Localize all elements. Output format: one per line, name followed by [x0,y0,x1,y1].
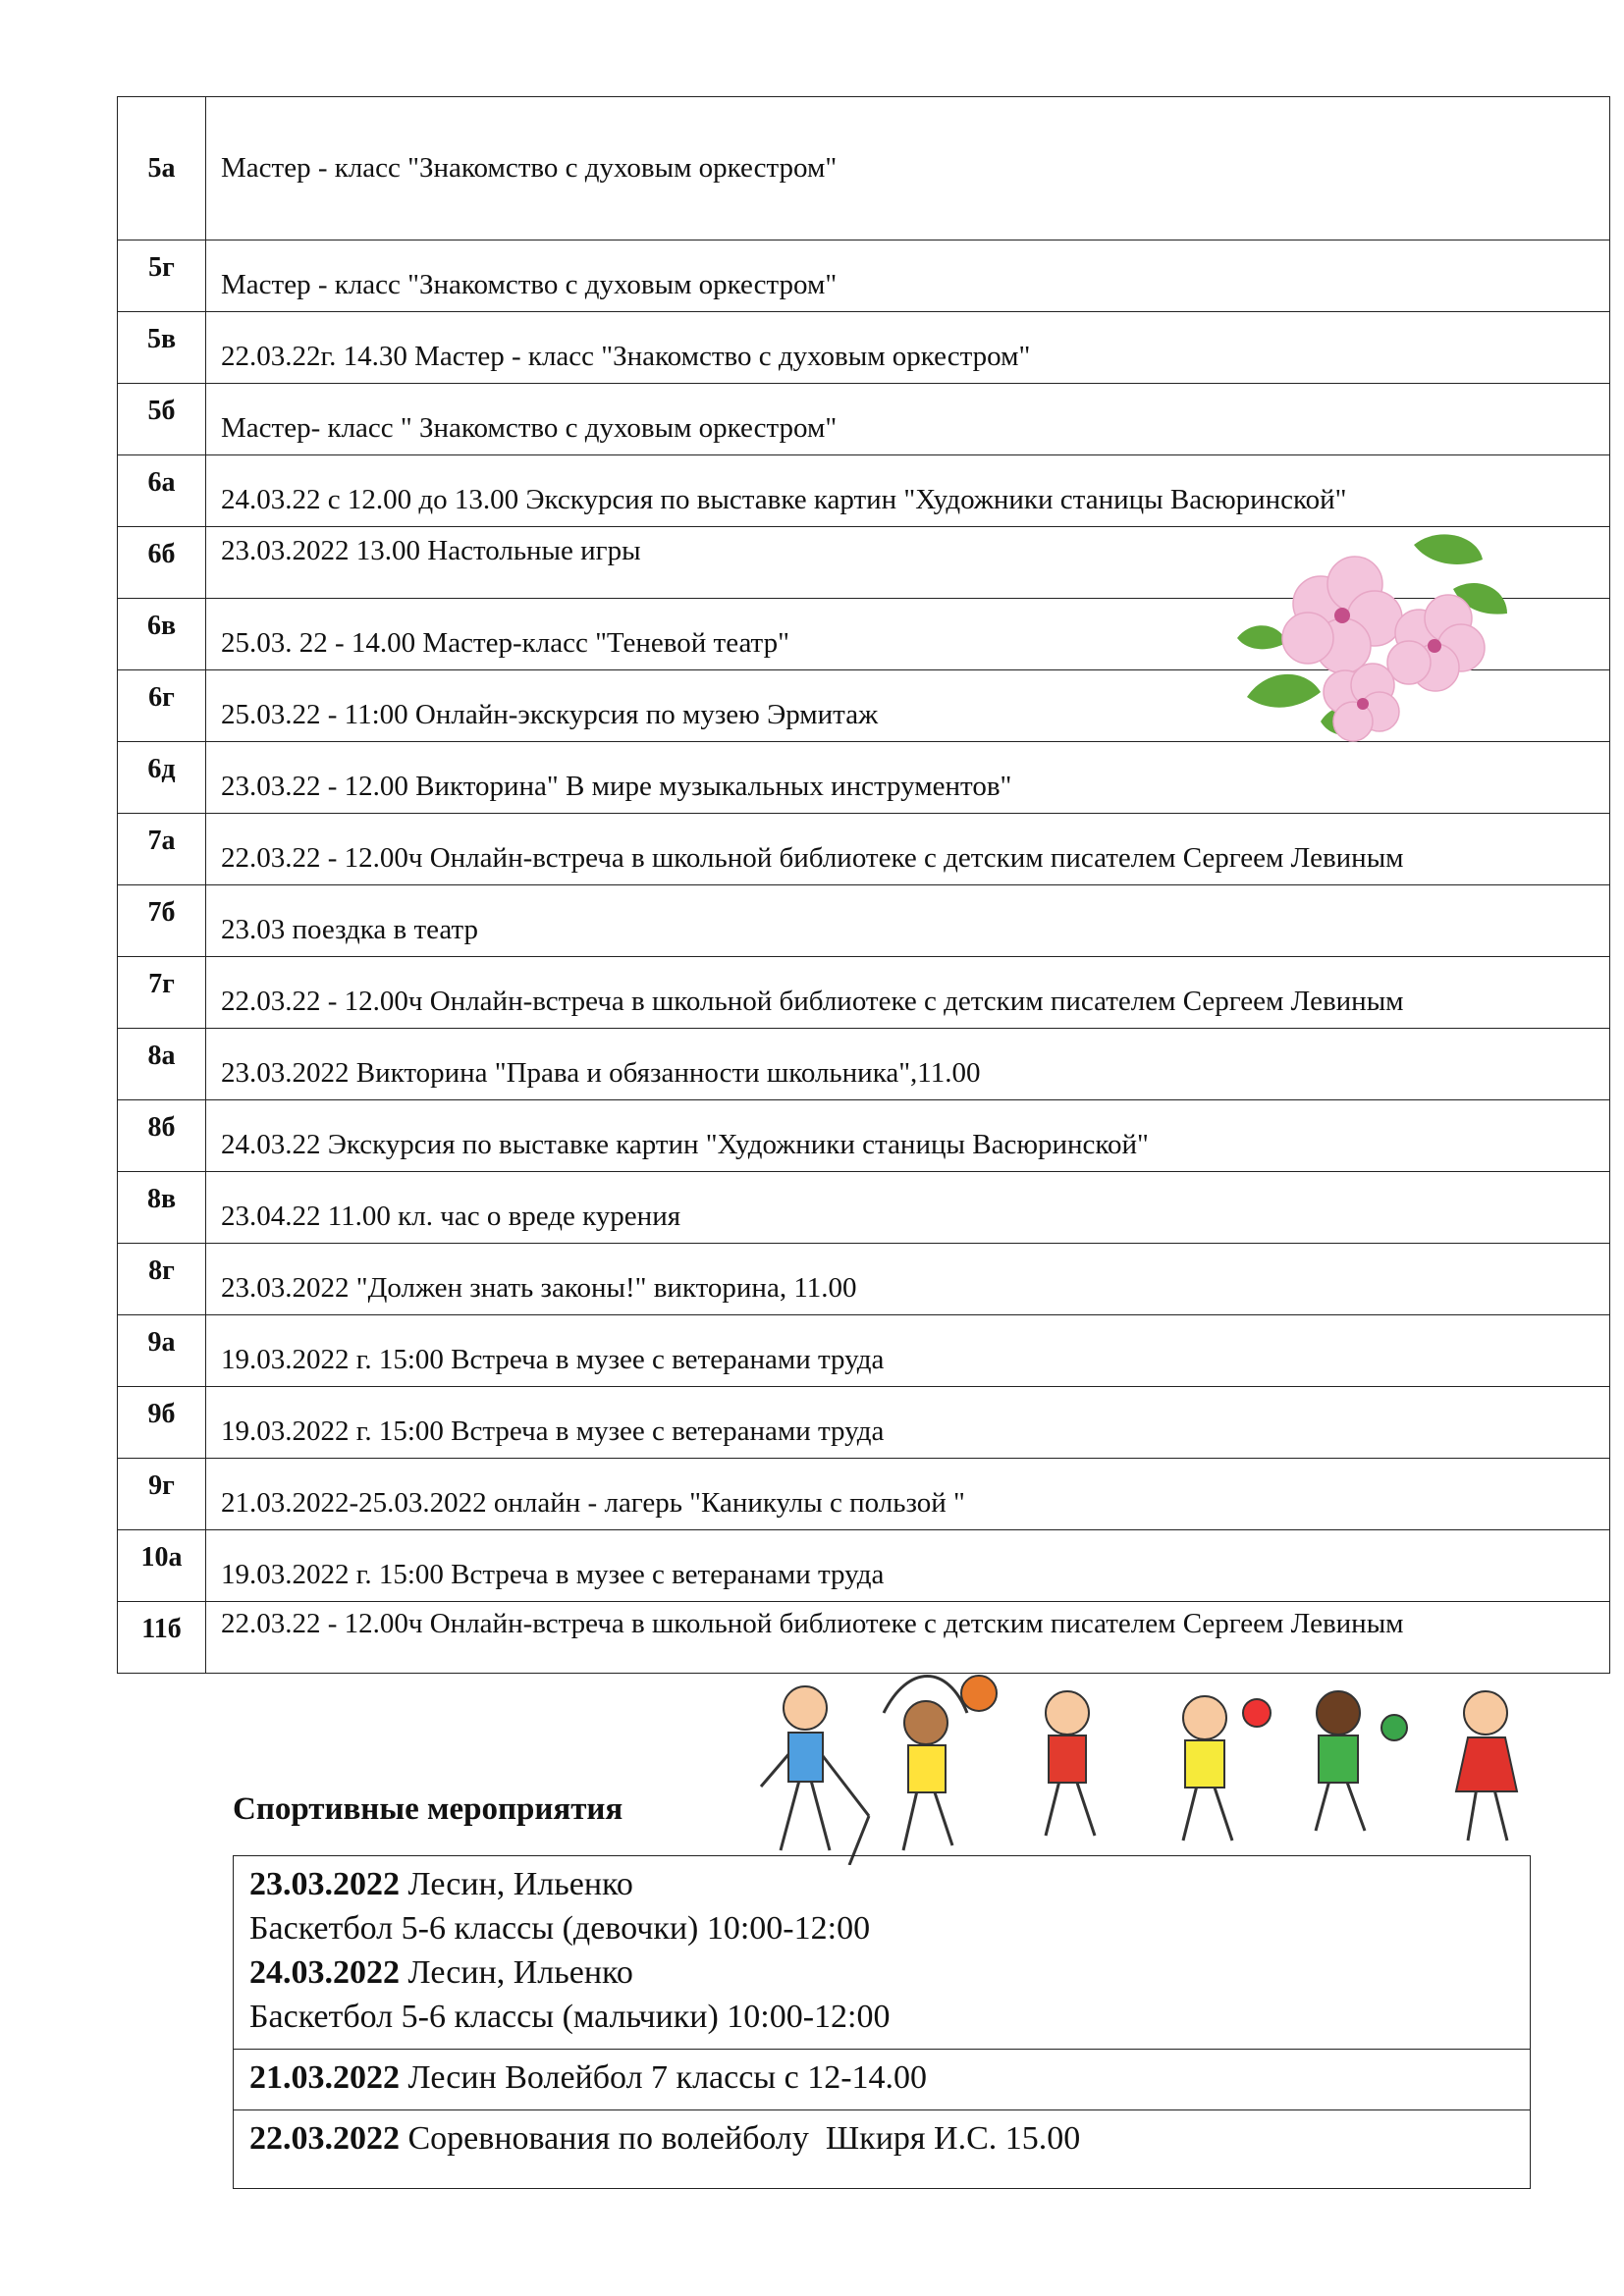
sports-table [233,1855,1531,2189]
event-date: 21.03.2022 [249,2059,400,2096]
activity-cell: 23.03.2022 "Должен знать законы!" викторина, 11.00 [206,1244,1610,1315]
sports-line [249,1906,1514,1950]
activity-cell: 23.03.22 - 12.00 Викторина" В мире музыкальных инструментов" [206,742,1610,814]
class-cell: 6а [118,455,206,527]
event-text: Лесин, Ильенко [400,1866,633,1902]
table-row [118,1172,1610,1244]
activity-cell: 19.03.2022 г. 15:00 Встреча в музее с ветеранами труда [206,1387,1610,1459]
class-cell: 6г [118,670,206,742]
sports-cell [234,2110,1531,2189]
table-row [118,1315,1610,1387]
sports-line [249,2056,1514,2100]
sports-line [249,1862,1514,1906]
schedule-table [117,96,1610,1674]
class-cell: 5в [118,312,206,384]
class-cell: 7г [118,957,206,1029]
sports-line [249,2116,1514,2161]
class-cell: 6д [118,742,206,814]
table-row [118,384,1610,455]
table-row [118,240,1610,312]
class-cell: 9г [118,1459,206,1530]
table-row [118,1029,1610,1100]
class-cell: 6б [118,527,206,599]
class-cell: 5г [118,240,206,312]
activity-cell: 21.03.2022-25.03.2022 онлайн - лагерь "Каникулы с пользой " [206,1459,1610,1530]
table-row [234,1856,1531,2050]
class-cell: 8г [118,1244,206,1315]
table-row [118,312,1610,384]
activity-cell: 23.04.22 11.00 кл. час о вреде курения [206,1172,1610,1244]
table-row [118,1100,1610,1172]
children-playing-illustration [722,1669,1576,1865]
class-cell: 8в [118,1172,206,1244]
class-cell: 6в [118,599,206,670]
sports-cell [234,1856,1531,2050]
activity-cell: 23.03 поездка в театр [206,885,1610,957]
sports-cell [234,2050,1531,2110]
event-date: 24.03.2022 [249,1954,400,1991]
table-row [118,814,1610,885]
activity-cell: 25.03. 22 - 14.00 Мастер-класс "Теневой театр" [206,599,1610,670]
event-text: Лесин, Ильенко [400,1954,633,1991]
sports-heading: Спортивные мероприятия [233,1791,623,1827]
activity-cell: 25.03.22 - 11:00 Онлайн-экскурсия по музею Эрмитаж [206,670,1610,742]
activity-cell: 19.03.2022 г. 15:00 Встреча в музее с ветеранами труда [206,1530,1610,1602]
event-date: 23.03.2022 [249,1866,400,1902]
table-row [118,885,1610,957]
activity-cell: 23.03.2022 13.00 Настольные игры [206,527,1610,599]
activity-cell: 19.03.2022 г. 15:00 Встреча в музее с ветеранами труда [206,1315,1610,1387]
table-row [234,2050,1531,2110]
class-cell: 10а [118,1530,206,1602]
sports-line [249,1950,1514,1995]
class-cell: 9б [118,1387,206,1459]
activity-cell: 23.03.2022 Викторина "Права и обязанности школьника",11.00 [206,1029,1610,1100]
cherry-blossom-illustration [1227,520,1512,746]
table-row [118,957,1610,1029]
activity-cell: 22.03.22г. 14.30 Мастер - класс "Знакомство с духовым оркестром" [206,312,1610,384]
event-text: Баскетбол 5-6 классы (мальчики) 10:00-12:00 [249,1999,891,2035]
class-cell: 7а [118,814,206,885]
table-row [118,1244,1610,1315]
event-text: Лесин Волейбол 7 классы с 12-14.00 [400,2059,928,2096]
activity-cell: 22.03.22 - 12.00ч Онлайн-встреча в школьной библиотеке с детским писателем Сергеем Левиным [206,1602,1610,1674]
activity-cell: 24.03.22 Экскурсия по выставке картин "Художники станицы Васюринской" [206,1100,1610,1172]
table-row [118,742,1610,814]
activity-cell: 22.03.22 - 12.00ч Онлайн-встреча в школьной библиотеке с детским писателем Сергеем Левиным [206,957,1610,1029]
event-text: Баскетбол 5-6 классы (девочки) 10:00-12:00 [249,1910,871,1947]
sports-line [249,1995,1514,2039]
activity-cell: Мастер- класс " Знакомство с духовым оркестром" [206,384,1610,455]
class-cell: 8а [118,1029,206,1100]
class-cell: 5б [118,384,206,455]
event-date: 22.03.2022 [249,2120,400,2157]
activity-cell: 24.03.22 с 12.00 до 13.00 Экскурсия по выставке картин "Художники станицы Васюринской" [206,455,1610,527]
table-row [118,455,1610,527]
class-cell: 5а [118,97,206,240]
activity-cell: 22.03.22 - 12.00ч Онлайн-встреча в школьной библиотеке с детским писателем Сергеем Левиным [206,814,1610,885]
table-row [118,1459,1610,1530]
table-row [234,2110,1531,2189]
table-row [118,1602,1610,1674]
table-row [118,1530,1610,1602]
class-cell: 7б [118,885,206,957]
activity-cell: Мастер - класс "Знакомство с духовым оркестром" [206,240,1610,312]
table-row [118,97,1610,240]
table-row [118,1387,1610,1459]
activity-cell: Мастер - класс "Знакомство с духовым оркестром" [206,97,1610,240]
class-cell: 8б [118,1100,206,1172]
class-cell: 9а [118,1315,206,1387]
class-cell: 11б [118,1602,206,1674]
event-text: Соревнования по волейболу Шкиря И.С. 15.00 [400,2120,1081,2157]
